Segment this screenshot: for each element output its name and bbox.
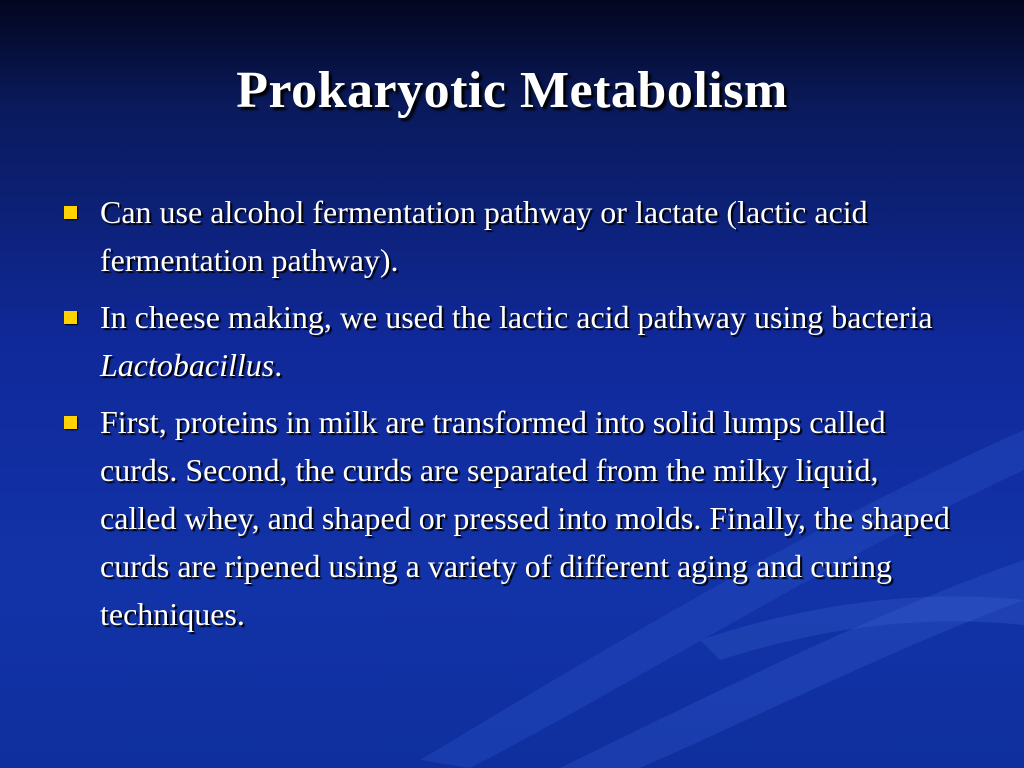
- bullet-item: [62, 293, 962, 389]
- square-bullet-icon: [64, 311, 77, 324]
- square-bullet-icon: [64, 206, 77, 219]
- bullet-item: [62, 398, 962, 638]
- bullet-item: [62, 188, 962, 284]
- bullet-text: In cheese making, we used the lactic acid pathway using bacteria: [100, 299, 933, 335]
- bullet-list: [62, 188, 962, 647]
- bullet-text: Can use alcohol fermentation pathway or lactate (lactic acid fermentation pathway).: [100, 194, 868, 278]
- bullet-text-end: .: [274, 347, 283, 383]
- bullet-italic-term: Lactobacillus: [100, 347, 275, 383]
- square-bullet-icon: [64, 416, 77, 429]
- slide-title: Prokaryotic Metabolism: [236, 62, 788, 119]
- bullet-text: First, proteins in milk are transformed into solid lumps called curds. Second, the curds are separated from the milky liquid, called whey, and shaped or pressed into molds. Finally, the shaped curds are ripened using a variety of different aging and curing techniques.: [100, 404, 950, 632]
